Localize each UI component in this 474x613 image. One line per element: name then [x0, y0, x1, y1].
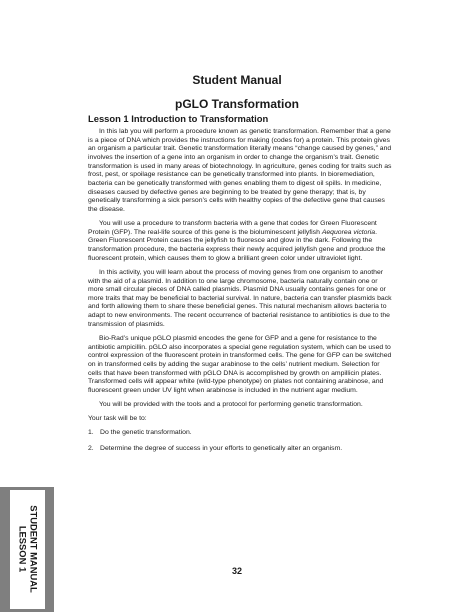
page-subtitle: pGLO Transformation — [174, 97, 299, 111]
side-tab — [0, 487, 54, 612]
side-tab-label — [18, 491, 39, 607]
paragraph-text: You will use a procedure to transform bacteria with a gene that codes for Green Fluorescent Protein (GFP). The real-life source of this gene is the bioluminescent jellyfish — [88, 220, 377, 236]
paragraph-text: In this lab you will perform a procedure known as genetic transformation. Remember that a gene is a piece of DNA which provides the instructions for making (codes for) a protein. This protein gives an organism a particular trait. Genetic transformation literally means “change caused by genes,” and involves the insertion of a gene into an organism in order to change the organism’s trait. Genetic transformation is used in many areas of biotechnology. In agriculture, genes coding for traits such as frost, pest, or spoilage resistance can be genetically transformed into plants. In bioremediation, bacteria can be genetically transformed with genes enabling them to digest oil spills. In medicine, diseases caused by defective genes are beginning to be treated by gene therapy; that is, by genetically transforming a sick person’s cells with healthy copies of the defective gene that causes the disease. — [88, 128, 392, 213]
list-item — [88, 445, 394, 454]
list-item-text: Determine the degree of success in your efforts to genetically alter an organism. — [100, 444, 343, 452]
paragraph-text: Bio-Rad’s unique pGLO plasmid encodes the gene for GFP and a gene for resistance to the antibiotic ampicillin. pGLO also incorporates a special gene regulation system, which can be used to control expression of the fluorescent protein in transformed cells. The gene for GFP can be switched on in transformed cells by adding the sugar arabinose to the cells’ nutrient medium. Selection for cells that have been transformed with pGLO DNA is accomplished by growth on ampillicin plates. Transformed cells will appear white (wild-type phenotype) on plates not containing arabinose, and fluorescent green under UV light when arabinose is included in the nutrient agar medium. — [88, 334, 392, 394]
list-item — [88, 429, 394, 438]
paragraph-tools — [88, 401, 394, 410]
list-item-text: Do the genetic transformation. — [100, 428, 192, 436]
body-text — [88, 128, 394, 460]
list-item-number: 1. — [88, 428, 94, 436]
paragraph-text: . Green Fluorescent Protein causes the jellyfish to fluoresce and glow in the dark. Following the transformation procedure, the bacteria express their newly acquired jellyfish gene and produce the fluorescent protein, which causes them to glow a brilliant green color under ultraviolet light. — [88, 228, 386, 262]
list-item-number: 2. — [88, 444, 94, 452]
paragraph-text: You will be provided with the tools and a protocol for performing genetic transformation. — [99, 401, 363, 409]
side-tab-line: LESSON 1 — [18, 525, 29, 573]
paragraph-text: In this activity, you will learn about the process of moving genes from one organism to another with the aid of a plasmid. In addition to one large chromosome, bacteria naturally contain one or more small circular pieces of DNA called plasmids. Plasmid DNA usually contains genes for one or more traits that may be beneficial to bacterial survival. In nature, bacteria can transfer plasmids back and forth allowing them to share these beneficial genes. This natural mechanism allows bacteria to adapt to new environments. The recent occurrence of bacterial resistance to antibiotics is due to the transmission of plasmids. — [88, 268, 392, 328]
species-name: Aequorea victoria — [321, 228, 376, 236]
page-number: 32 — [231, 566, 242, 576]
page-title: Student Manual — [192, 73, 282, 87]
task-intro: Your task will be to: — [88, 415, 147, 423]
task-list — [88, 429, 394, 453]
lesson-heading: Lesson 1 Introduction to Transformation — [88, 113, 269, 124]
side-tab-line: STUDENT MANUAL — [28, 505, 40, 593]
paragraph-pglo — [88, 335, 394, 396]
paragraph-intro — [88, 128, 394, 215]
paragraph-gfp — [88, 220, 394, 263]
paragraph-plasmids — [88, 269, 394, 330]
